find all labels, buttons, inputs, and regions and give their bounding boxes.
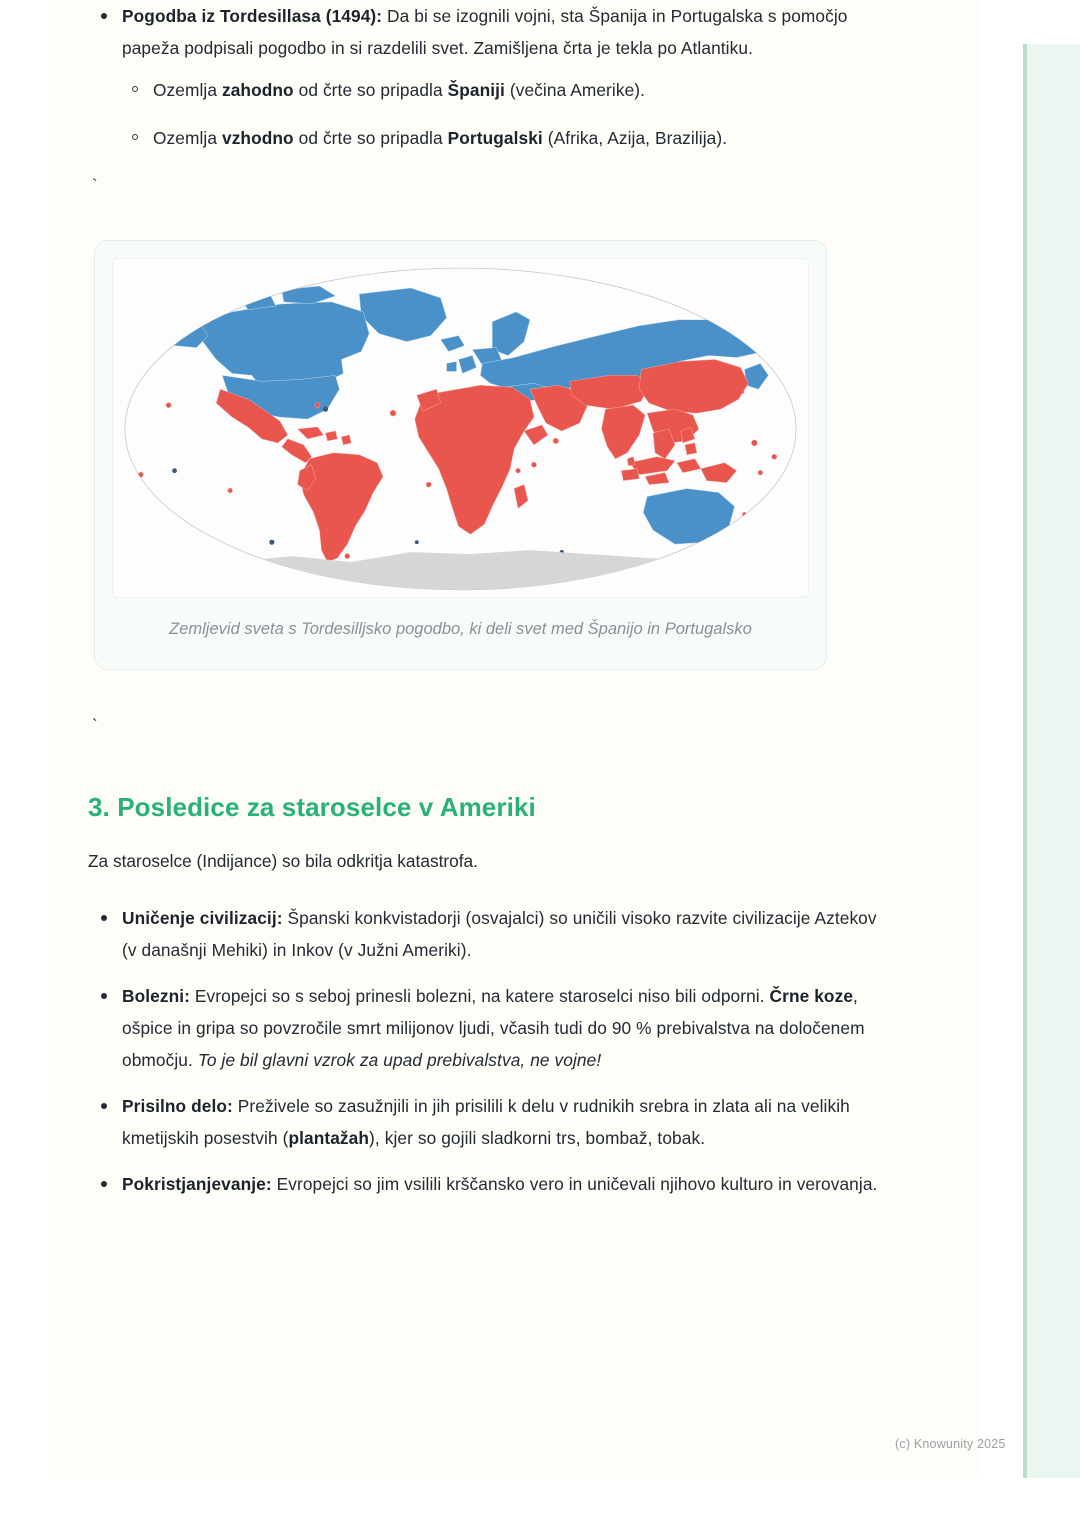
sub-item-post: (Afrika, Azija, Brazilija). [542, 128, 728, 148]
list-item-treaty [88, 0, 888, 154]
sub-item-strong-country: Portugalski [447, 128, 543, 148]
sub-item-mid: od črte so pripadla [293, 80, 448, 100]
bullet-dot-icon [101, 13, 107, 19]
sub-list-item-west [122, 74, 888, 106]
bullet-ring-icon [132, 86, 138, 92]
list-item-body: Španski konkvistadorji (osvajalci) so uničili visoko razvite civilizacije Aztekov (v današnji Mehiki) in Inkov (v Južni Ameriki). [122, 908, 877, 960]
sub-item-strong-direction: vzhodno [221, 128, 294, 148]
consequences-list [88, 902, 888, 1200]
sub-item-strong-direction: zahodno [221, 80, 294, 100]
list-item-strong-smallpox: Črne koze [769, 986, 854, 1006]
map-image-card [94, 240, 827, 670]
list-item-lead: Uničenje civilizacij: [122, 908, 283, 928]
sub-item-strong-country: Španiji [447, 80, 505, 100]
list-item-part1: Evropejci so s seboj prinesli bolezni, na katere staroselci niso bili odporni. [190, 986, 770, 1006]
stray-backtick-top: ` [92, 176, 98, 195]
world-map-svg [113, 259, 808, 597]
note-content [88, 0, 888, 1214]
bullet-dot-icon [101, 1103, 107, 1109]
list-item-lead: Bolezni: [122, 986, 191, 1006]
sub-item-pre: Ozemlja [153, 80, 222, 100]
sub-list-item-east [122, 122, 888, 154]
list-item-diseases [88, 980, 888, 1076]
list-item-lead: Pokristjanjevanje: [122, 1174, 272, 1194]
list-item-part2: , ošpice in gripa so povzročile smrt milijonov ljudi, včasih tudi do 90 % prebivalstva na določenem območju. [122, 986, 865, 1070]
list-item-body: Evropejci so jim vsilili krščansko vero in uničevali njihovo kulturo in verovanja. [271, 1174, 878, 1194]
list-item-forced-labour [88, 1090, 888, 1154]
map-caption: Zemljevid sveta s Tordesilljsko pogodbo, ki deli svet med Španijo in Portugalsko [169, 620, 752, 638]
section-heading: 3. Posledice za staroselce v Ameriki [88, 792, 536, 822]
copyright-watermark: (c) Knowunity 2025 [895, 1437, 1006, 1451]
list-item-italic-note: To je bil glavni vzrok za upad prebivalstva, ne vojne! [197, 1050, 602, 1070]
list-item-part2: ), kjer so gojili sladkorni trs, bombaž, tobak. [369, 1128, 706, 1148]
sub-item-mid: od črte so pripadla [293, 128, 448, 148]
list-item-christianization [88, 1168, 888, 1200]
list-item-strong-plantations: plantažah [288, 1128, 370, 1148]
stray-backtick-bottom: ` [92, 716, 98, 735]
bullet-dot-icon [101, 993, 107, 999]
treaty-list [88, 0, 888, 154]
bullet-dot-icon [101, 915, 107, 921]
bullet-dot-icon [101, 1181, 107, 1187]
bullet-ring-icon [132, 134, 138, 140]
list-item-part1: Preživele so zasužnjili in jih prisilili k delu v rudnikih srebra in zlata ali na velikih kmetijskih posestvih ( [122, 1096, 850, 1148]
treaty-sublist [122, 74, 888, 154]
right-accent-strip [1023, 44, 1080, 1478]
section-lead-paragraph: Za staroselce (Indijance) so bila odkritja katastrofa. [88, 851, 478, 871]
sub-item-pre: Ozemlja [153, 128, 222, 148]
page-sheet [48, 0, 980, 1478]
world-map-image [113, 259, 808, 597]
list-item-lead: Pogodba iz Tordesillasa (1494): [122, 6, 383, 26]
list-item-body: Da bi se izognili vojni, sta Španija in Portugalska s pomočjo papeža podpisali pogodbo in si razdelili svet. Zamišljena črta je tekla po Atlantiku. [122, 6, 848, 58]
sub-item-post: (večina Amerike). [504, 80, 646, 100]
right-accent-rule [1023, 44, 1027, 1478]
list-item-civilizations [88, 902, 888, 966]
list-item-lead: Prisilno delo: [122, 1096, 233, 1116]
